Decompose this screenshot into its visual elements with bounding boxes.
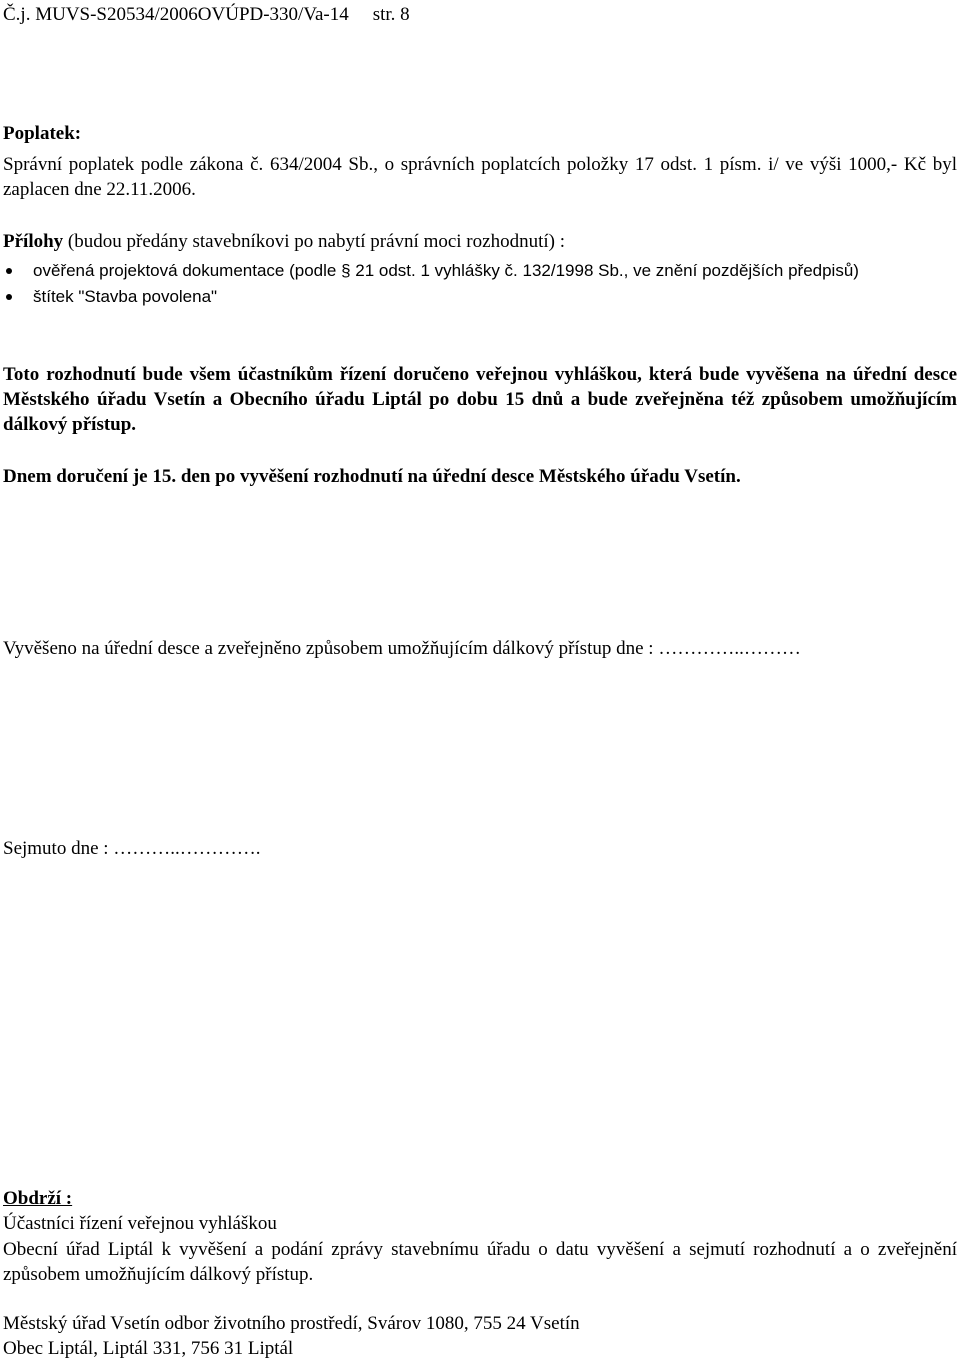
removed-line: Sejmuto dne : ………..…………. <box>3 838 261 859</box>
attachment-item-text: štítek "Stavba povolena" <box>33 287 218 306</box>
attachment-item <box>0 258 957 284</box>
attachment-item <box>0 284 957 310</box>
recipient-line: Účastníci řízení veřejnou vyhláškou <box>3 1213 277 1234</box>
attachment-item-text: ověřená projektová dokumentace (podle § 21 odst. 1 vyhlášky č. 132/1998 Sb., ve znění pozdějších předpisů) <box>33 261 859 280</box>
bullet-icon <box>6 268 12 274</box>
recipient-line: Obec Liptál, Liptál 331, 756 31 Liptál <box>3 1338 294 1359</box>
notice-text: Toto rozhodnutí bude všem účastníkům řízení doručeno veřejnou vyhláškou, která bude vyvěšena na úřední desce Městského úřadu Vsetín a Obecního úřadu Liptál po dobu 15 dnů a bude zveřejněna též způsobem umožňujícím dálkový přístup. <box>3 364 957 435</box>
page-number: str. 8 <box>372 4 410 25</box>
recipient-line: Městský úřad Vsetín odbor životního prostředí, Svárov 1080, 755 24 Vsetín <box>3 1313 580 1334</box>
attachments-title: Přílohy <box>3 231 64 252</box>
fee-heading: Poplatek: <box>3 123 82 144</box>
reference-number: Č.j. MUVS-S20534/2006OVÚPD-330/Va-14 <box>3 4 349 25</box>
attachments-heading <box>3 229 957 254</box>
delivery-text: Dnem doručení je 15. den po vyvěšení rozhodnutí na úřední desce Městského úřadu Vsetín. <box>3 466 741 487</box>
fee-text: Správní poplatek podle zákona č. 634/2004 Sb., o správních poplatcích položky 17 odst. 1 písm. i/ ve výši 1000,- Kč byl zaplacen dne 22.11.2006. <box>3 154 957 200</box>
page-header <box>3 2 410 27</box>
attachments-list <box>0 258 957 310</box>
posted-line: Vyvěšeno na úřední desce a zveřejněno způsobem umožňujícím dálkový přístup dne : …………..……… <box>3 638 801 659</box>
attachments-note: (budou předány stavebníkovi po nabytí právní moci rozhodnutí) : <box>63 231 565 252</box>
recipient-line: Obecní úřad Liptál k vyvěšení a podání zprávy stavebnímu úřadu o datu vyvěšení a sejmutí rozhodnutí a o zveřejnění způsobem umožňujícím dálkový přístup. <box>3 1239 957 1285</box>
recipients-heading: Obdrží : <box>3 1188 73 1209</box>
bullet-icon <box>6 294 12 300</box>
